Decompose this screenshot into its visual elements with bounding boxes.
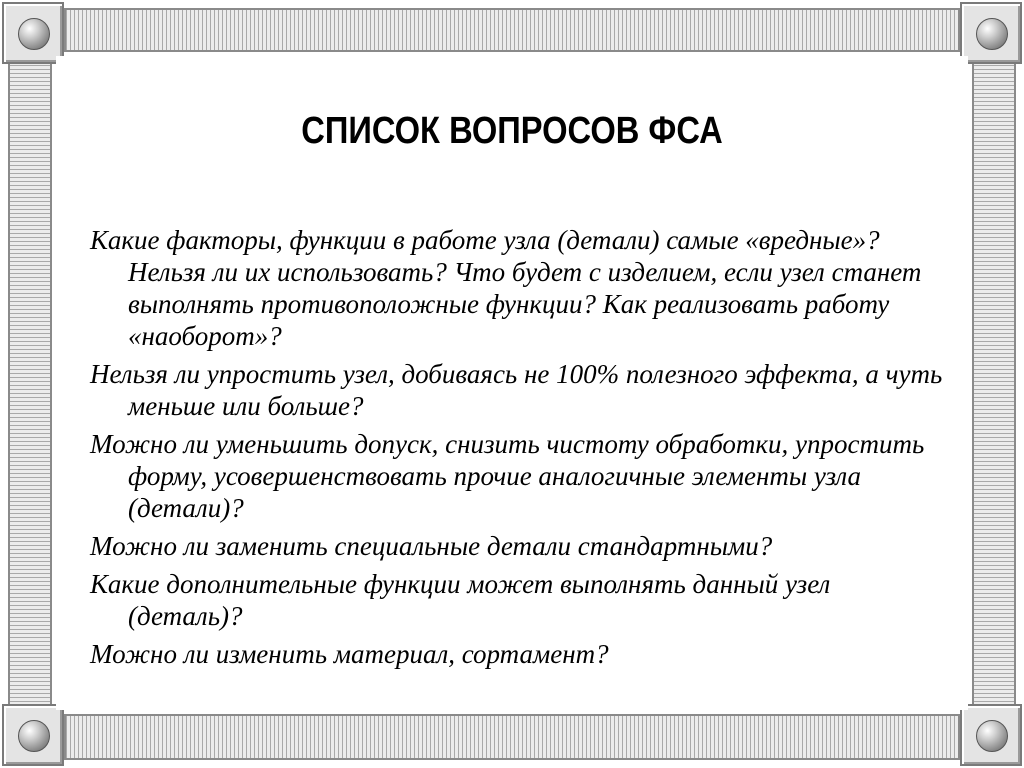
question-item: Какие дополнительные функции может выполнять данный узел (деталь)? [90,569,831,631]
frame-corner-top-left [2,2,64,64]
frame-left-rail [8,60,52,708]
question-list [90,224,950,676]
question-item: Можно ли изменить материал, сортамент? [90,639,609,669]
knob-icon [18,720,50,752]
frame-bottom-rail [64,714,960,760]
knob-icon [18,18,50,50]
knob-icon [976,720,1008,752]
frame-corner-bottom-right [960,704,1022,766]
slide-title: СПИСОК ВОПРОСОВ ФСА [301,110,723,152]
frame-corner-bottom-left [2,704,64,766]
question-item: Какие факторы, функции в работе узла (детали) самые «вредные»? Нельзя ли их использовать? Что будет с изделием, если узел станет выполнять противоположные функции? Как реализовать работу «наоборот»? [90,225,922,351]
question-item: Нельзя ли упростить узел, добиваясь не 100% полезного эффекта, а чуть меньше или больше? [90,359,943,421]
question-item: Можно ли уменьшить допуск, снизить чистоту обработки, упростить форму, усовершенствовать прочие аналогичные элементы узла (детали)? [90,429,925,523]
frame-top-rail [64,8,960,52]
knob-icon [976,18,1008,50]
question-item: Можно ли заменить специальные детали стандартными? [90,531,773,561]
frame-right-rail [972,60,1016,708]
frame-corner-top-right [960,2,1022,64]
